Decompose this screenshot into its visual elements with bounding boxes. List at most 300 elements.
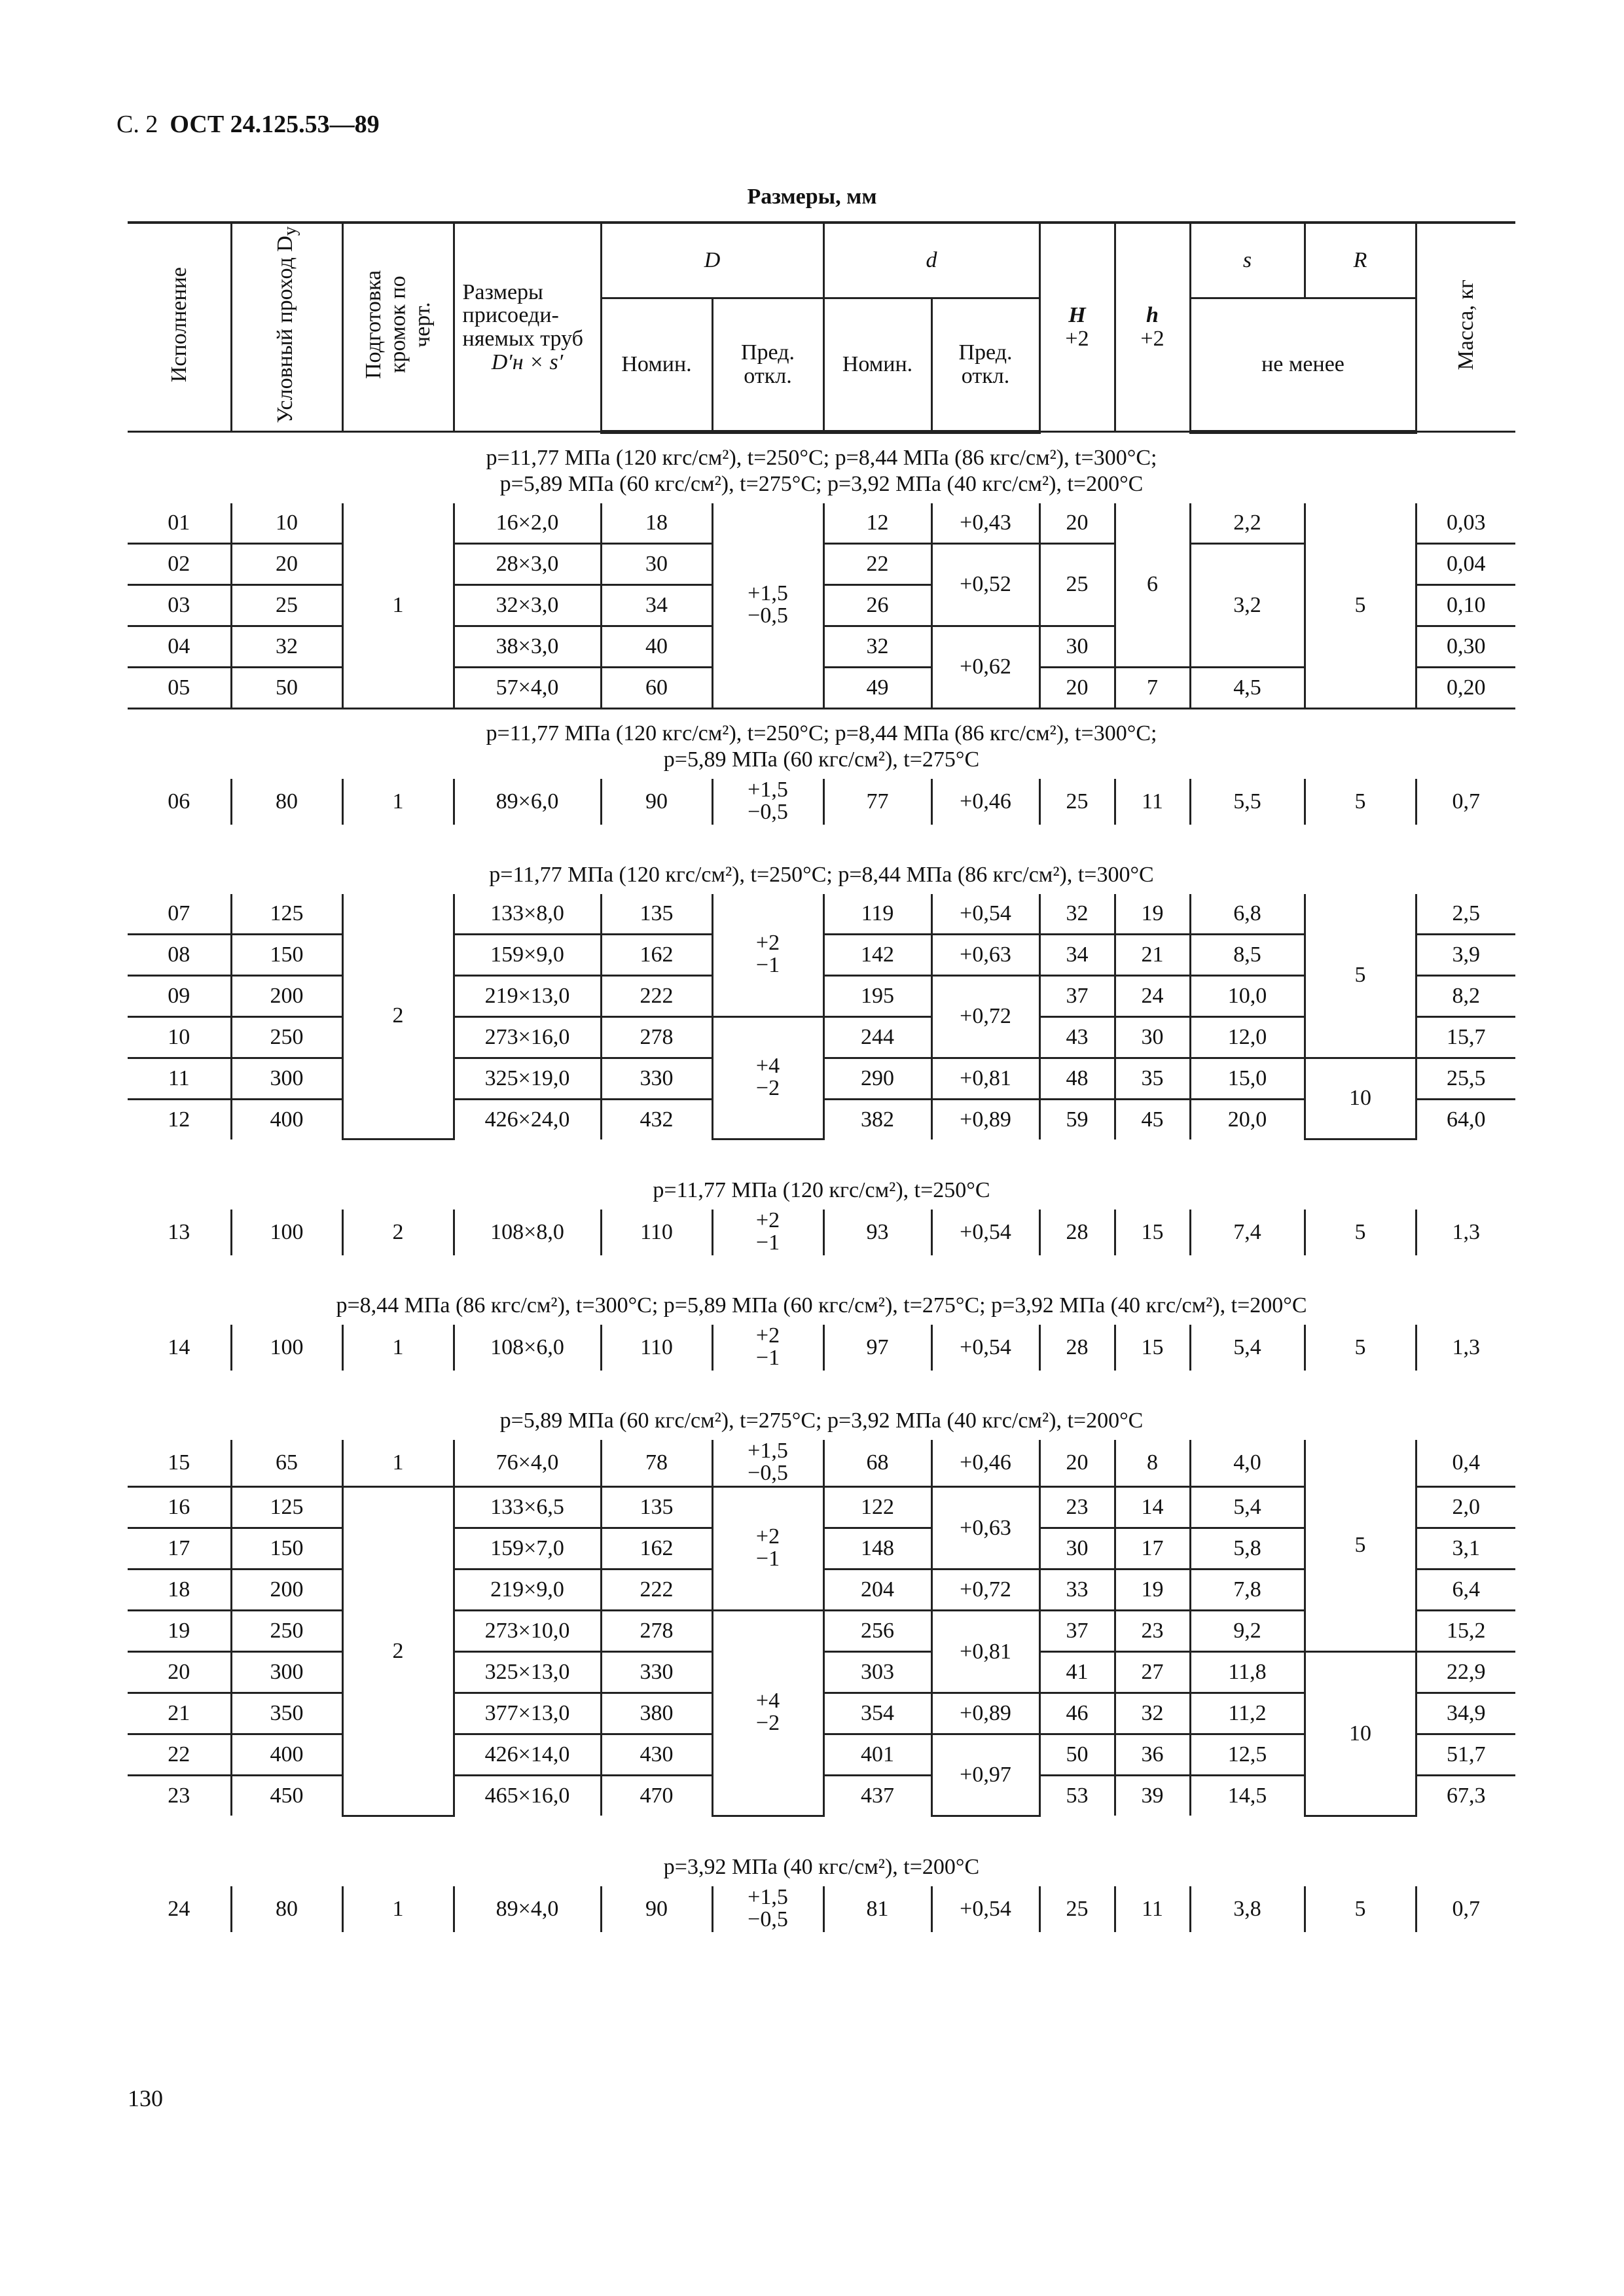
table-cell: 25 [231, 584, 342, 626]
table-cell: 0,30 [1416, 626, 1515, 667]
table-cell: 110 [601, 1210, 712, 1255]
table-cell: 37 [1039, 1611, 1115, 1652]
table-cell: 09 [128, 975, 231, 1016]
table-cell: 01 [128, 503, 231, 544]
table-cell: 8,5 [1190, 934, 1305, 975]
table-cell: 380 [601, 1693, 712, 1734]
table-cell: 08 [128, 934, 231, 975]
table-cell: 32 [1039, 894, 1115, 935]
table-cell: p=8,44 МПа (86 кгс/см²), t=300°C; p=5,89 МПа (60 кгс/см²), t=275°C; p=3,92 МПа (40 кгс/см²), t=200°C [336, 1293, 1307, 1318]
table-cell: +1,5 −0,5 [712, 779, 823, 825]
table-cell: 89×4,0 [454, 1886, 601, 1932]
table-cell: +1,5 −0,5 [712, 1886, 823, 1932]
table-cell: 36 [1115, 1734, 1190, 1776]
table-cell: 34,9 [1416, 1693, 1515, 1734]
table-cell: 38×3,0 [454, 626, 601, 667]
table-cell: 5 [1305, 503, 1416, 709]
table-cell: 125 [231, 1487, 342, 1528]
table-cell: 12 [168, 1107, 190, 1132]
table-cell: 0,10 [1416, 584, 1515, 626]
table-cell: 02 [128, 543, 231, 584]
col-d-nom: Номин. [823, 298, 931, 432]
table-cell: 300 [231, 1652, 342, 1693]
table-cell: 25,5 [1416, 1058, 1515, 1099]
table-cell: 2 [342, 1487, 454, 1816]
col-s: s [1190, 223, 1305, 298]
table-cell: 100 [231, 1325, 342, 1371]
table-cell: 50 [1039, 1734, 1115, 1776]
table-cell: 20 [1039, 503, 1115, 544]
table-cell: 10 [1305, 1652, 1416, 1816]
table-cell: 34 [1039, 934, 1115, 975]
col-d: d [823, 223, 1039, 298]
table-cell: 162 [601, 934, 712, 975]
table-cell: +0,89 [931, 1099, 1039, 1139]
table-cell: 15 [128, 1440, 231, 1487]
table-cell: +4 −2 [712, 1016, 823, 1139]
table-cell: 8 [1115, 1440, 1190, 1487]
table-cell: 46 [1039, 1693, 1115, 1734]
table-cell: +0,81 [931, 1058, 1039, 1099]
table-cell: 41 [1039, 1652, 1115, 1693]
table-cell: p=5,89 МПа (60 кгс/см²), t=275°C; p=3,92 МПа (40 кгс/см²), t=200°C [499, 1408, 1144, 1433]
table-cell: 400 [231, 1099, 342, 1139]
table-cell: 93 [823, 1210, 931, 1255]
table-cell: 4,0 [1190, 1440, 1305, 1487]
condition-row [128, 1371, 1515, 1440]
page-label: С. 2 [117, 111, 158, 138]
table-cell: 133×8,0 [454, 894, 601, 935]
table-cell: 135 [601, 1487, 712, 1528]
col-pipe: Размеры присоеди-няемых труб D′н × s′ [454, 223, 601, 432]
table-cell: +4 −2 [712, 1611, 823, 1816]
table-cell: 23 [168, 1784, 190, 1808]
table-cell: 48 [1039, 1058, 1115, 1099]
table-cell: 377×13,0 [454, 1693, 601, 1734]
table-cell: 2 [342, 1210, 454, 1255]
table-cell: 45 [1115, 1099, 1190, 1139]
table-cell: 11 [1115, 1886, 1190, 1932]
table-cell: 430 [601, 1734, 712, 1776]
table-cell: +2 −1 [712, 1210, 823, 1255]
table-cell: 17 [128, 1528, 231, 1570]
table-cell: 15,2 [1416, 1611, 1515, 1652]
table-cell: 432 [601, 1099, 712, 1139]
table-cell: 2 [342, 894, 454, 1139]
col-R: R [1305, 223, 1416, 298]
dimensions-table [128, 221, 1515, 1932]
table-cell: 90 [601, 779, 712, 825]
col-dy: Условный проход $D_у$ [231, 223, 342, 432]
table-cell: 11,8 [1190, 1652, 1305, 1693]
table-cell: 25 [1039, 779, 1115, 825]
table-header [128, 223, 1515, 432]
table-cell: p=11,77 МПа (120 кгс/см²), t=250°C; p=8,44 МПа (86 кгс/см²), t=300°C; p=5,89 МПа (60 кгс/см²), t=275°C; p=3,92 МПа (40 кгс/см²), t=200°C [486, 446, 1157, 496]
table-cell: 35 [1115, 1058, 1190, 1099]
table-cell: 25 [1039, 1886, 1115, 1932]
table-cell: 30 [601, 543, 712, 584]
table-cell: 30 [1115, 1016, 1190, 1058]
table-cell: 222 [601, 1570, 712, 1611]
table-cell: 16×2,0 [454, 503, 601, 544]
table-cell: 7,4 [1190, 1210, 1305, 1255]
table-cell: 0,4 [1416, 1440, 1515, 1487]
table-cell: +0,62 [931, 626, 1039, 708]
table-cell: 25 [1039, 543, 1115, 626]
table-cell: 97 [823, 1325, 931, 1371]
table-cell: 28 [1039, 1210, 1115, 1255]
table-cell: 05 [128, 667, 231, 708]
col-D-nom: Номин. [601, 298, 712, 432]
table-cell: 250 [231, 1611, 342, 1652]
condition-row [128, 1139, 1515, 1210]
table-cell: 30 [1039, 1528, 1115, 1570]
table-cell: 5 [1305, 1325, 1416, 1371]
table-cell: 77 [823, 779, 931, 825]
table-cell: 27 [1115, 1652, 1190, 1693]
table-cell: 330 [601, 1652, 712, 1693]
condition-row [128, 825, 1515, 894]
table-cell: +0,54 [931, 1886, 1039, 1932]
table-cell: 1,3 [1416, 1325, 1515, 1371]
table-cell: 470 [601, 1776, 712, 1816]
table-cell: 1 [342, 503, 454, 709]
table-cell: 273×10,0 [454, 1611, 601, 1652]
table-cell: 133×6,5 [454, 1487, 601, 1528]
table-row [128, 779, 1515, 825]
table-cell: 6,4 [1416, 1570, 1515, 1611]
table-cell: 60 [601, 667, 712, 708]
table-cell: 200 [231, 975, 342, 1016]
table-cell: 4,5 [1190, 667, 1305, 708]
table-cell: 14 [168, 1335, 190, 1360]
table-cell: 330 [601, 1058, 712, 1099]
table-row [128, 1210, 1515, 1255]
table-cell: 19 [128, 1611, 231, 1652]
table-cell: 22 [823, 543, 931, 584]
table-cell: 49 [823, 667, 931, 708]
table-cell: 0,04 [1416, 543, 1515, 584]
table-cell: 12,0 [1190, 1016, 1305, 1058]
table-cell: 5,4 [1190, 1325, 1305, 1371]
table-cell: 200 [231, 1570, 342, 1611]
table-cell: 19 [1115, 1570, 1190, 1611]
table-cell: 18 [601, 503, 712, 544]
table-cell: +1,5 −0,5 [712, 503, 823, 709]
table-cell: 15 [1115, 1325, 1190, 1371]
table-cell: 12 [823, 503, 931, 544]
table-cell: 244 [823, 1016, 931, 1058]
table-cell: 32 [823, 626, 931, 667]
table-cell: +0,54 [931, 1210, 1039, 1255]
table-cell: 122 [823, 1487, 931, 1528]
table-cell: 219×13,0 [454, 975, 601, 1016]
table-cell: 3,9 [1416, 934, 1515, 975]
table-cell: 10 [128, 1016, 231, 1058]
table-cell: 10 [1305, 1058, 1416, 1139]
table-cell: 06 [168, 789, 190, 814]
col-d-pred: Пред. откл. [931, 298, 1039, 432]
table-cell: +0,97 [931, 1734, 1039, 1816]
table-cell: 350 [231, 1693, 342, 1734]
table-cell: 04 [128, 626, 231, 667]
table-cell: 20 [128, 1652, 231, 1693]
table-cell: 11,2 [1190, 1693, 1305, 1734]
table-cell: 135 [601, 894, 712, 935]
table-cell: 32×3,0 [454, 584, 601, 626]
table-cell: 465×16,0 [454, 1776, 601, 1816]
table-cell: 32 [231, 626, 342, 667]
table-cell: 37 [1039, 975, 1115, 1016]
table-cell: +2 −1 [712, 1487, 823, 1611]
table-row [128, 1886, 1515, 1932]
col-ispolnenie: Исполнение [128, 223, 231, 432]
table-cell: 159×7,0 [454, 1528, 601, 1570]
table-cell: 80 [231, 1886, 342, 1932]
table-cell: 07 [128, 894, 231, 935]
table-cell: 15 [1115, 1210, 1190, 1255]
condition-row [128, 1255, 1515, 1325]
table-cell: 401 [823, 1734, 931, 1776]
table-cell: 204 [823, 1570, 931, 1611]
table-cell: p=11,77 МПа (120 кгс/см²), t=250°C; p=8,44 МПа (86 кгс/см²), t=300°C [489, 862, 1154, 887]
table-cell: 110 [601, 1325, 712, 1371]
table-cell: 278 [601, 1611, 712, 1652]
table-cell: 354 [823, 1693, 931, 1734]
table-cell: 2,0 [1416, 1487, 1515, 1528]
col-prep: Подготовка кромок по черт. [342, 223, 454, 432]
table-cell: 150 [231, 934, 342, 975]
table-cell: 3,8 [1190, 1886, 1305, 1932]
table-cell: 14,5 [1190, 1776, 1305, 1816]
table-cell: 21 [1115, 934, 1190, 975]
page-number: 130 [128, 2085, 163, 2111]
table-cell: 150 [231, 1528, 342, 1570]
table-cell: 64,0 [1416, 1099, 1515, 1139]
table-cell: +0,46 [931, 779, 1039, 825]
table-cell: 219×9,0 [454, 1570, 601, 1611]
table-cell: 51,7 [1416, 1734, 1515, 1776]
col-D-pred: Пред. откл. [712, 298, 823, 432]
table-cell: 19 [1115, 894, 1190, 935]
table-cell: p=11,77 МПа (120 кгс/см²), t=250°C [653, 1178, 990, 1203]
table-cell: 250 [231, 1016, 342, 1058]
table-cell: 5,4 [1190, 1487, 1305, 1528]
table-cell: 5 [1305, 779, 1416, 825]
condition-row [128, 432, 1515, 503]
table-cell: 14 [1115, 1487, 1190, 1528]
table-cell: 222 [601, 975, 712, 1016]
table-cell: 40 [601, 626, 712, 667]
units-title: Размеры, мм [747, 185, 877, 209]
table-row [128, 894, 1515, 935]
col-mass: Масса, кг [1416, 223, 1515, 432]
page-header [117, 110, 380, 139]
table-cell: 9,2 [1190, 1611, 1305, 1652]
table-cell: 59 [1039, 1099, 1115, 1139]
table-cell: 6 [1115, 503, 1190, 668]
table-cell: 1 [342, 779, 454, 825]
col-ne-menee: не менее [1190, 298, 1416, 432]
table-cell: 20,0 [1190, 1099, 1305, 1139]
table-row [128, 1440, 1515, 1487]
table-cell: +0,54 [931, 894, 1039, 935]
standard-code: ОСТ 24.125.53—89 [170, 111, 380, 138]
table-cell: 13 [168, 1220, 190, 1245]
table-cell: 17 [1115, 1528, 1190, 1570]
table-cell: 1 [342, 1440, 454, 1487]
table-cell: 57×4,0 [454, 667, 601, 708]
table-row [128, 503, 1515, 544]
table-cell: 5 [1305, 894, 1416, 1058]
table-cell: 1 [342, 1325, 454, 1371]
table-cell: 28×3,0 [454, 543, 601, 584]
table-cell: 22,9 [1416, 1652, 1515, 1693]
table-body [128, 432, 1515, 1932]
table-cell: 0,20 [1416, 667, 1515, 708]
table-cell: 7 [1115, 667, 1190, 708]
table-cell: 32 [1115, 1693, 1190, 1734]
table-cell: 90 [601, 1886, 712, 1932]
table-cell: 20 [231, 543, 342, 584]
table-cell: 108×6,0 [454, 1325, 601, 1371]
table-cell: p=11,77 МПа (120 кгс/см²), t=250°C; p=8,44 МПа (86 кгс/см²), t=300°C; p=5,89 МПа (60 кгс/см²), t=275°C [486, 721, 1157, 772]
table-cell: 1,3 [1416, 1210, 1515, 1255]
table-cell: 23 [1115, 1611, 1190, 1652]
table-cell: 303 [823, 1652, 931, 1693]
table-cell: 148 [823, 1528, 931, 1570]
table-cell: 100 [231, 1210, 342, 1255]
table-cell: 20 [1039, 1440, 1115, 1487]
table-cell: 0,7 [1416, 779, 1515, 825]
table-cell: 2,5 [1416, 894, 1515, 935]
table-cell: 8,2 [1416, 975, 1515, 1016]
table-cell: 81 [823, 1886, 931, 1932]
table-cell: 65 [231, 1440, 342, 1487]
table-cell: 426×14,0 [454, 1734, 601, 1776]
table-cell: 43 [1039, 1016, 1115, 1058]
col-D: D [601, 223, 823, 298]
table-cell: 450 [231, 1776, 342, 1816]
table-cell: 325×19,0 [454, 1058, 601, 1099]
table-cell: 5,8 [1190, 1528, 1305, 1570]
table-cell: 5 [1305, 1440, 1416, 1652]
table-cell: 325×13,0 [454, 1652, 601, 1693]
table-cell: 24 [168, 1896, 190, 1921]
table-cell: 159×9,0 [454, 934, 601, 975]
table-cell: p=3,92 МПа (40 кгс/см²), t=200°C [663, 1854, 980, 1879]
table-cell: 30 [1039, 626, 1115, 667]
table-cell: 382 [823, 1099, 931, 1139]
table-cell: 108×8,0 [454, 1210, 601, 1255]
table-cell: +0,43 [931, 503, 1039, 544]
table-cell: +0,72 [931, 1570, 1039, 1611]
table-cell: +2 −1 [712, 1325, 823, 1371]
table-cell: 12,5 [1190, 1734, 1305, 1776]
table-cell: 67,3 [1416, 1776, 1515, 1816]
table-cell: 7,8 [1190, 1570, 1305, 1611]
table-cell: 400 [231, 1734, 342, 1776]
table-cell: 50 [231, 667, 342, 708]
table-cell: +0,54 [931, 1325, 1039, 1371]
table-cell: 33 [1039, 1570, 1115, 1611]
table-cell: 15,7 [1416, 1016, 1515, 1058]
table-cell: 20 [1039, 667, 1115, 708]
table-cell: 290 [823, 1058, 931, 1099]
table-cell: 80 [231, 779, 342, 825]
table-cell: 119 [823, 894, 931, 935]
table-cell: 3,1 [1416, 1528, 1515, 1570]
col-H: H +2 [1039, 223, 1115, 432]
table-cell: 89×6,0 [454, 779, 601, 825]
table-cell: 5 [1305, 1886, 1416, 1932]
table-cell: 34 [601, 584, 712, 626]
table-cell: 39 [1115, 1776, 1190, 1816]
table-cell: +1,5 −0,5 [712, 1440, 823, 1487]
table-cell: +0,46 [931, 1440, 1039, 1487]
table-cell: 03 [128, 584, 231, 626]
table-cell: 18 [128, 1570, 231, 1611]
table-cell: 3,2 [1190, 543, 1305, 667]
table-cell: +2 −1 [712, 894, 823, 1017]
table-cell: 24 [1115, 975, 1190, 1016]
condition-row [128, 708, 1515, 779]
condition-row [128, 1816, 1515, 1886]
table-cell: 273×16,0 [454, 1016, 601, 1058]
table-cell: 21 [128, 1693, 231, 1734]
table-cell: 2,2 [1190, 503, 1305, 544]
table-cell: +0,89 [931, 1693, 1039, 1734]
table-cell: 6,8 [1190, 894, 1305, 935]
table-cell: 162 [601, 1528, 712, 1570]
table-cell: 16 [128, 1487, 231, 1528]
table-cell: 5,5 [1190, 779, 1305, 825]
table-cell: 15,0 [1190, 1058, 1305, 1099]
table-cell: 256 [823, 1611, 931, 1652]
table-cell: 10 [231, 503, 342, 544]
table-cell: 11 [1115, 779, 1190, 825]
table-cell: 1 [342, 1886, 454, 1932]
table-cell: 195 [823, 975, 931, 1016]
table-cell: 125 [231, 894, 342, 935]
table-cell: 10,0 [1190, 975, 1305, 1016]
table-cell: 300 [231, 1058, 342, 1099]
table-cell: 23 [1039, 1487, 1115, 1528]
table-cell: 278 [601, 1016, 712, 1058]
col-h: h +2 [1115, 223, 1190, 432]
table-cell: +0,72 [931, 975, 1039, 1058]
table-cell: 11 [128, 1058, 231, 1099]
table-cell: 78 [601, 1440, 712, 1487]
table-cell: 28 [1039, 1325, 1115, 1371]
table-cell: 53 [1039, 1776, 1115, 1816]
table-cell: +0,63 [931, 1487, 1039, 1570]
table-cell: 22 [128, 1734, 231, 1776]
table-cell: 142 [823, 934, 931, 975]
table-cell: +0,52 [931, 543, 1039, 626]
table-cell: 0,03 [1416, 503, 1515, 544]
table-cell: 0,7 [1416, 1886, 1515, 1932]
table-cell: 26 [823, 584, 931, 626]
table-cell: 437 [823, 1776, 931, 1816]
table-cell: 5 [1305, 1210, 1416, 1255]
table-cell: +0,63 [931, 934, 1039, 975]
table-cell: 76×4,0 [454, 1440, 601, 1487]
table-cell: 68 [823, 1440, 931, 1487]
table-row [128, 1325, 1515, 1371]
table-cell: 426×24,0 [454, 1099, 601, 1139]
table-cell: +0,81 [931, 1611, 1039, 1693]
